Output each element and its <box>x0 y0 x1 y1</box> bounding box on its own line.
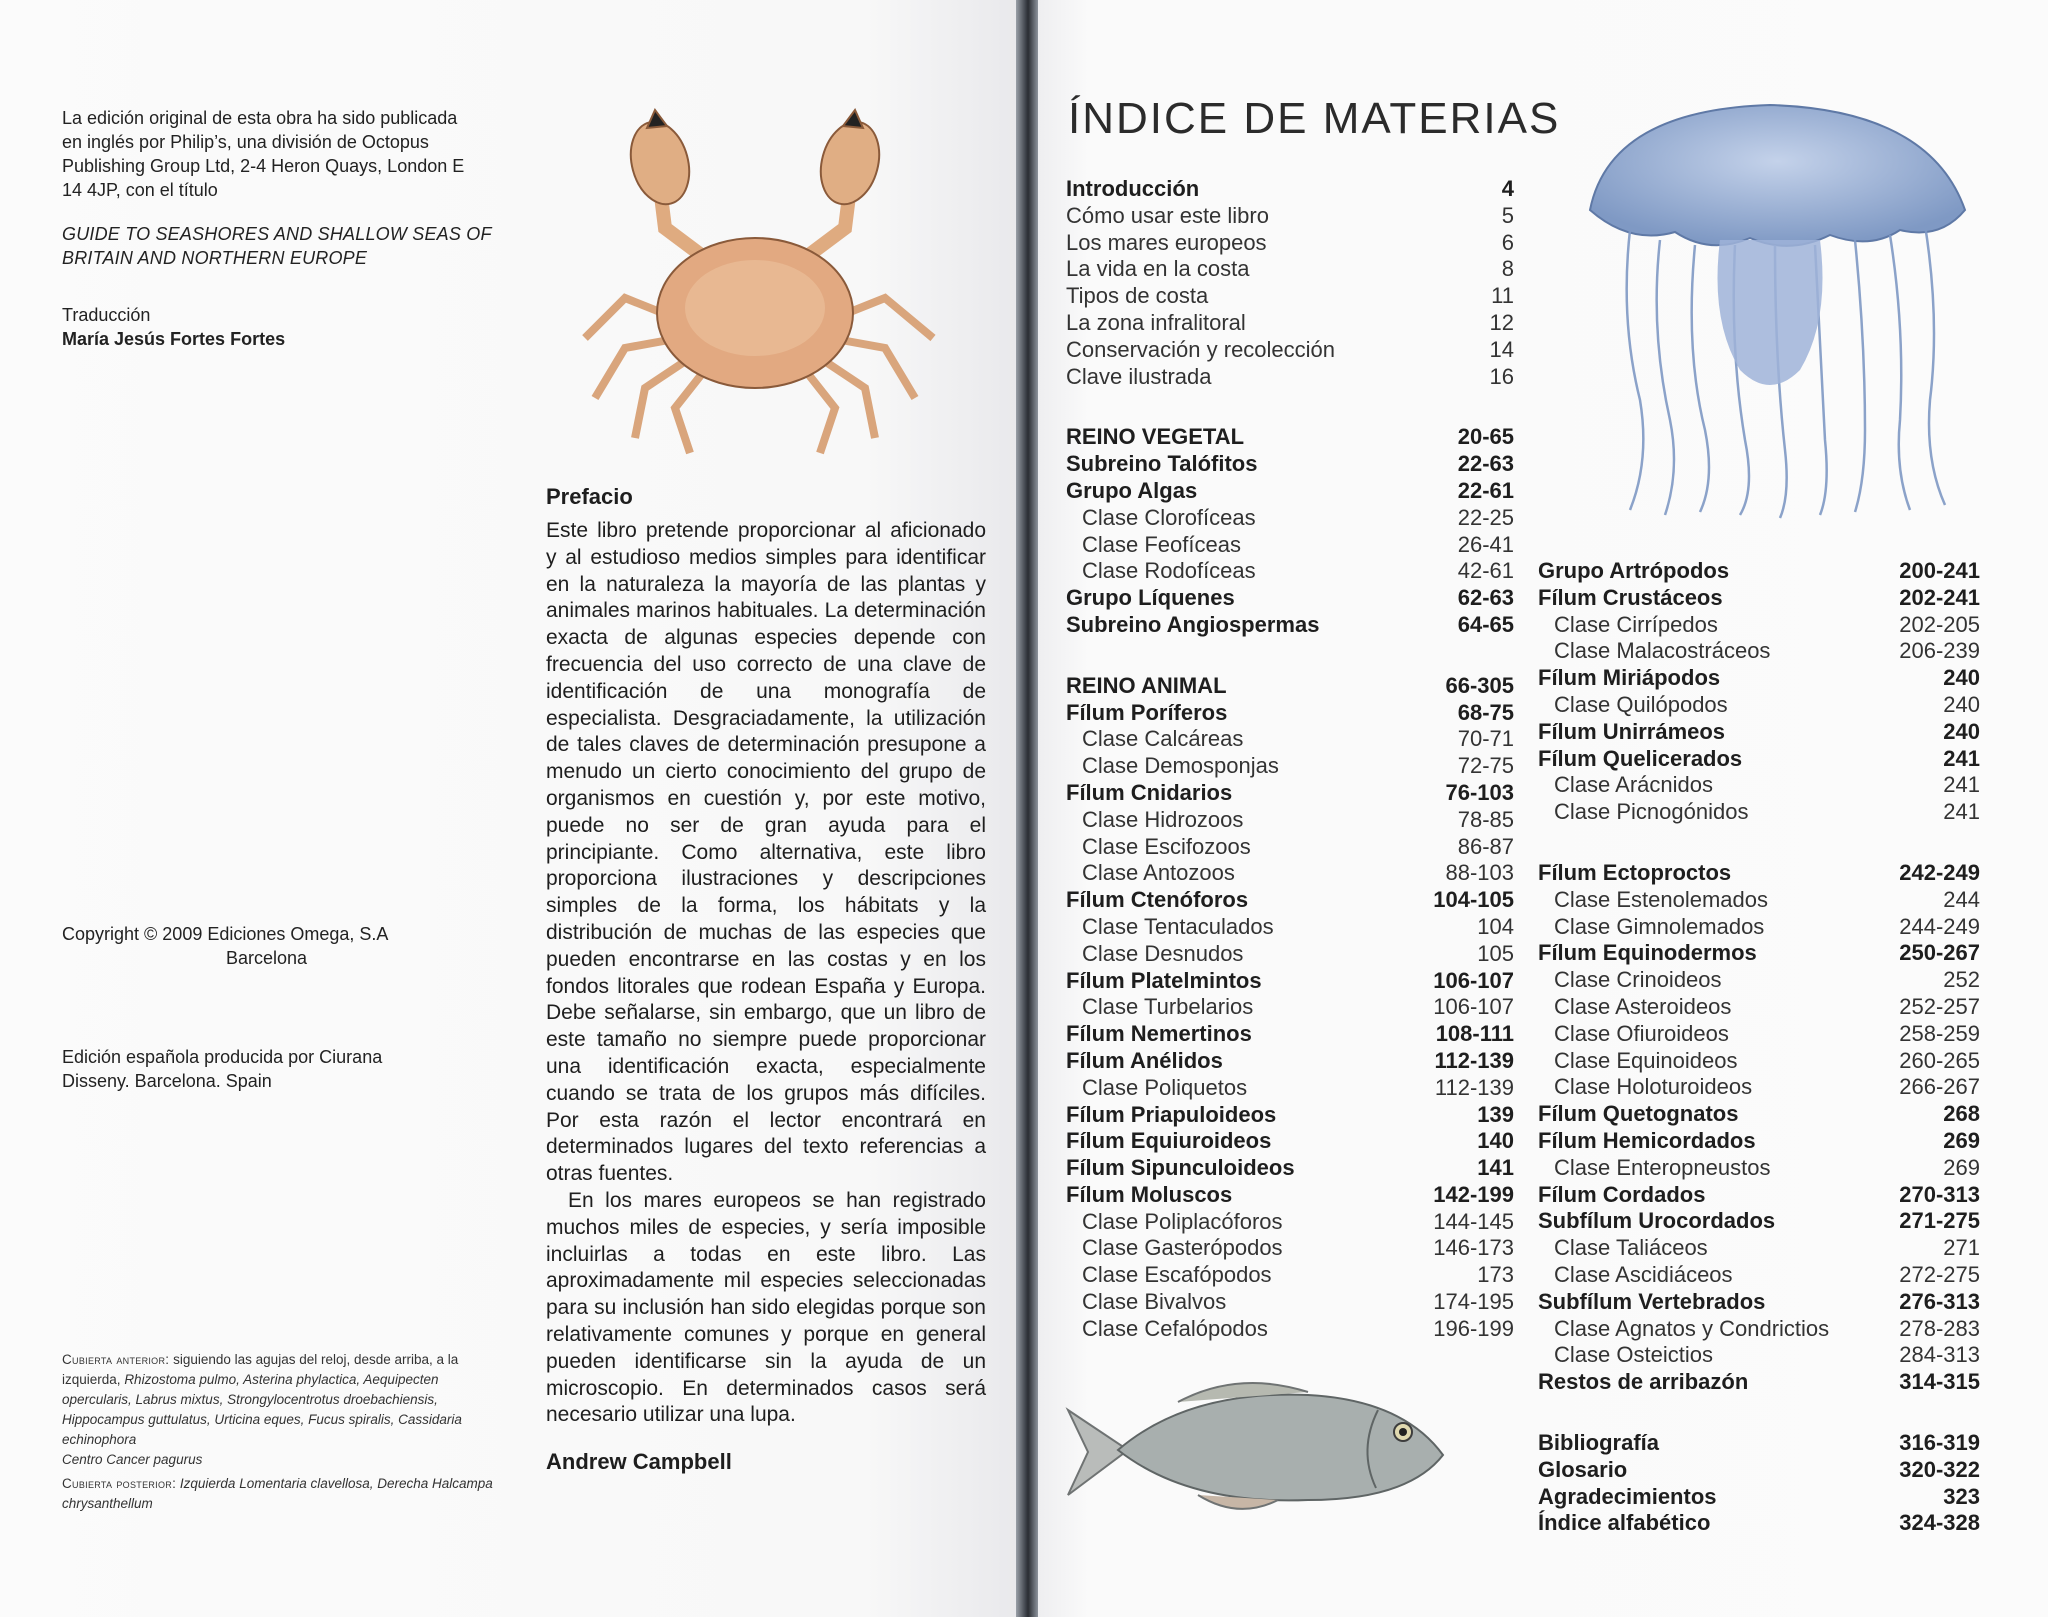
toc-entry-clase-feoficeas <box>1066 532 1514 559</box>
cover-back-label: Cubierta posterior: <box>62 1476 177 1491</box>
toc-entry-clase-ascidiaceos <box>1538 1262 1980 1289</box>
toc-entry-page: 64-65 <box>1457 611 1514 637</box>
toc-entry-page: 5 <box>1501 202 1514 228</box>
toc-entry-label: Clase Escafópodos <box>1082 1262 1272 1288</box>
toc-entry-page: 258-259 <box>1899 1020 1980 1046</box>
toc-entry-page: 244 <box>1943 886 1980 912</box>
toc-entry-filum-cordados <box>1538 1182 1980 1209</box>
toc-entry-label: REINO VEGETAL <box>1066 424 1245 450</box>
toc-entry-label: Clase Agnatos y Condrictios <box>1554 1315 1830 1341</box>
toc-entry-agradecimientos <box>1538 1484 1980 1511</box>
cover-front-center: Centro Cancer pagurus <box>62 1452 203 1467</box>
cover-front-text: siguiendo las agujas del reloj, desde arriba, a la izquierda, <box>62 1352 459 1387</box>
toc-spacer <box>1066 390 1514 424</box>
toc-entry-filum-equiuroideos <box>1066 1128 1514 1155</box>
original-title: GUIDE TO SEASHORES AND SHALLOW SEAS OF BRITAIN AND NORTHERN EUROPE <box>62 224 492 268</box>
toc-entry-page: 252-257 <box>1899 993 1980 1019</box>
toc-entry-page: 139 <box>1477 1101 1514 1127</box>
toc-entry-clase-gasteropodos <box>1066 1235 1514 1262</box>
toc-entry-clase-crinoideos <box>1538 967 1980 994</box>
toc-entry-filum-moluscos <box>1066 1182 1514 1209</box>
edition-note <box>62 106 482 202</box>
toc-entry-page: 26-41 <box>1457 531 1514 557</box>
toc-entry-label: Clase Ofiuroideos <box>1554 1020 1729 1046</box>
toc-entry-page: 173 <box>1477 1262 1514 1288</box>
toc-entry-page: 269 <box>1943 1127 1980 1153</box>
toc-entry-label: Restos de arribazón <box>1538 1369 1749 1395</box>
toc-entry-label: Grupo Algas <box>1066 477 1198 503</box>
toc-entry-page: 16 <box>1489 363 1514 389</box>
toc-entry-page: 240 <box>1943 718 1980 744</box>
toc-entry-label: Conservación y recolección <box>1066 336 1336 362</box>
toc-entry-filum-crustaceos <box>1538 585 1980 612</box>
toc-entry-page: 106-107 <box>1433 967 1514 993</box>
toc-entry-label: Clase Escifozoos <box>1082 833 1251 859</box>
toc-entry-clase-asteroideos <box>1538 994 1980 1021</box>
toc-entry-label: Agradecimientos <box>1538 1483 1717 1509</box>
toc-entry-clase-poliplacoforos <box>1066 1209 1514 1236</box>
toc-entry-label: REINO ANIMAL <box>1066 672 1227 698</box>
cover-back-text: Izquierda Lomentaria clavellosa, Derecha Halcampa chrysanthellum <box>62 1476 493 1511</box>
toc-entry-label: Subreino Talófitos <box>1066 451 1258 477</box>
toc-entry-page: 142-199 <box>1433 1181 1514 1207</box>
toc-entry-clase-escafopodos <box>1066 1262 1514 1289</box>
toc-entry-page: 284-313 <box>1899 1342 1980 1368</box>
toc-entry-page: 4 <box>1501 176 1514 201</box>
toc-entry-conservacion-y-recoleccion <box>1066 337 1514 364</box>
toc-entry-label: Clase Feofíceas <box>1082 531 1241 557</box>
toc-entry-filum-quetognatos <box>1538 1101 1980 1128</box>
preface-paragraph-2: En los mares europeos se han registrado muchos miles de especies, y sería imposible incluirlas a todas en este libro. Las aproximadamente mil especies seleccionadas para su inclusión han sido elegidas porque son relativamente comunes y porque en general pueden identificarse sin la ayuda de un microscopio. En determinados casos será necesario utilizar una lupa. <box>546 1188 986 1427</box>
toc-entry-subreino-angiospermas <box>1066 612 1514 639</box>
toc-entry-grupo-liquenes <box>1066 585 1514 612</box>
toc-entry-label: Clase Demosponjas <box>1082 753 1279 779</box>
toc-entry-page: 86-87 <box>1457 833 1514 859</box>
toc-entry-indice-alfabetico <box>1538 1510 1980 1537</box>
toc-entry-page: 324-328 <box>1899 1510 1980 1536</box>
toc-entry-page: 206-239 <box>1899 638 1980 664</box>
toc-spacer <box>1538 1396 1980 1430</box>
toc-entry-page: 276-313 <box>1899 1288 1980 1314</box>
toc-entry-label: Fílum Moluscos <box>1066 1181 1233 1207</box>
toc-entry-page: 104 <box>1477 913 1514 939</box>
toc-entry-clase-aracnidos <box>1538 772 1980 799</box>
toc-entry-filum-hemicordados <box>1538 1128 1980 1155</box>
toc-entry-clase-poliquetos <box>1066 1075 1514 1102</box>
toc-entry-label: Clase Malacostráceos <box>1554 638 1771 664</box>
preface-paragraph-1: Este libro pretende proporcionar al aficionado y al estudioso medios simples para identificar en la naturaleza la mayoría de las plantas y animales marinos habituales. La determinación exacta de algunas especies depende con frecuencia del uso correcto de una clave de identificación de una monografía de especialista. Desgraciadamente, la utilización de tales claves de determinación presupone a menudo un cierto conocimiento del grupo de organismos en cuestión y, por este motivo, puede no ser de gran ayuda para el principiante. Como alternativa, este libro proporciona ilustraciones y descripciones simples de la forma, los hábitats y la distribución de muchas de las especies que pueden encontrarse en las costas y en los fondos litorales que rodean España y Europa. Debe señalarse, sin embargo, que un libro de este tamaño no siempre puede proporcionar una identificación exacta, especialmente cuando se trata de los grupos más difíciles. Por esta razón el lector encontrará en determinados lugares del texto referencias a otras fuentes. <box>546 519 986 1186</box>
toc-entry-filum-sipunculoideos <box>1066 1155 1514 1182</box>
toc-entry-clase-desnudos <box>1066 941 1514 968</box>
toc-entry-label: Grupo Artrópodos <box>1538 558 1730 583</box>
toc-entry-page: 316-319 <box>1899 1429 1980 1455</box>
toc-entry-page: 88-103 <box>1445 860 1514 886</box>
toc-entry-restos-de-arribazon <box>1538 1369 1980 1396</box>
toc-entry-page: 144-145 <box>1433 1208 1514 1234</box>
toc-entry-clase-tentaculados <box>1066 914 1514 941</box>
toc-entry-label: Clase Gasterópodos <box>1082 1235 1283 1261</box>
toc-entry-label: Clase Poliplacóforos <box>1082 1208 1283 1234</box>
toc-entry-page: 320-322 <box>1899 1456 1980 1482</box>
toc-entry-grupo-artropodos <box>1538 558 1980 585</box>
toc-entry-clase-escifozoos <box>1066 834 1514 861</box>
toc-entry-label: Clase Taliáceos <box>1554 1235 1708 1261</box>
toc-title: ÍNDICE DE MATERIAS <box>1068 94 1561 143</box>
cover-back <box>62 1474 510 1514</box>
toc-spacer <box>1066 639 1514 673</box>
toc-entry-clave-ilustrada <box>1066 364 1514 391</box>
toc-entry-label: Fílum Ectoproctos <box>1538 859 1732 885</box>
toc-entry-clase-taliaceos <box>1538 1235 1980 1262</box>
toc-entry-page: 314-315 <box>1899 1369 1980 1395</box>
toc-entry-label: Clase Asteroideos <box>1554 993 1732 1019</box>
toc-entry-clase-quilopodos <box>1538 692 1980 719</box>
toc-entry-la-zona-infralitoral <box>1066 310 1514 337</box>
toc-entry-page: 200-241 <box>1899 558 1980 583</box>
toc-entry-label: Índice alfabético <box>1538 1510 1711 1536</box>
toc-entry-page: 278-283 <box>1899 1315 1980 1341</box>
translator-name: María Jesús Fortes Fortes <box>62 329 286 349</box>
toc-entry-page: 78-85 <box>1457 806 1514 832</box>
toc-entry-clase-bivalvos <box>1066 1289 1514 1316</box>
toc-entry-page: 260-265 <box>1899 1047 1980 1073</box>
toc-entry-label: Clase Rodofíceas <box>1082 558 1256 584</box>
toc-entry-page: 268 <box>1943 1101 1980 1127</box>
toc-entry-label: Fílum Priapuloideos <box>1066 1101 1277 1127</box>
toc-entry-label: Clase Picnogónidos <box>1554 799 1749 825</box>
toc-entry-page: 70-71 <box>1457 726 1514 752</box>
cover-credits <box>62 1350 510 1514</box>
toc-entry-label: Fílum Equinodermos <box>1538 940 1757 966</box>
toc-entry-label: Clase Bivalvos <box>1082 1289 1227 1315</box>
translation-block <box>62 303 502 351</box>
toc-entry-los-mares-europeos <box>1066 230 1514 257</box>
toc-entry-page: 76-103 <box>1445 779 1514 805</box>
toc-entry-filum-quelicerados <box>1538 746 1980 773</box>
toc-entry-clase-picnogonidos <box>1538 799 1980 826</box>
toc-entry-label: Fílum Platelmintos <box>1066 967 1262 993</box>
toc-entry-page: 269 <box>1943 1154 1980 1180</box>
toc-entry-bibliografia <box>1538 1430 1980 1457</box>
toc-entry-label: Subfílum Urocordados <box>1538 1208 1776 1234</box>
toc-entry-label: Clase Cefalópodos <box>1082 1315 1268 1341</box>
toc-entry-filum-priapuloideos <box>1066 1102 1514 1129</box>
toc-entry-page: 241 <box>1943 772 1980 798</box>
toc-entry-label: Clase Calcáreas <box>1082 726 1244 752</box>
translation-label: Traducción <box>62 305 151 325</box>
toc-entry-label: Fílum Sipunculoideos <box>1066 1155 1295 1181</box>
left-page <box>0 0 1016 1617</box>
toc-entry-page: 112-139 <box>1434 1074 1514 1100</box>
toc-entry-filum-ectoproctos <box>1538 860 1980 887</box>
book-spine <box>1016 0 1038 1617</box>
toc-entry-label: Tipos de costa <box>1066 283 1209 309</box>
toc-entry-label: Fílum Cordados <box>1538 1181 1706 1207</box>
toc-entry-page: 11 <box>1491 283 1514 309</box>
toc-entry-clase-gimnolemados <box>1538 914 1980 941</box>
toc-entry-label: Fílum Ctenóforos <box>1066 887 1249 913</box>
toc-entry-label: Clase Hidrozoos <box>1082 806 1244 832</box>
toc-entry-clase-cloroficeas <box>1066 505 1514 532</box>
toc-entry-page: 270-313 <box>1899 1181 1980 1207</box>
toc-entry-clase-osteictios <box>1538 1342 1980 1369</box>
copyright-city: Barcelona <box>226 948 308 968</box>
toc-entry-label: Fílum Cnidarios <box>1066 779 1233 805</box>
toc-entry-clase-cefalopodos <box>1066 1316 1514 1343</box>
toc-entry-label: Los mares europeos <box>1066 229 1267 255</box>
toc-entry-filum-anelidos <box>1066 1048 1514 1075</box>
toc-entry-page: 112-139 <box>1434 1047 1514 1073</box>
toc-entry-page: 42-61 <box>1457 558 1514 584</box>
preface <box>546 484 986 1475</box>
toc-entry-filum-cnidarios <box>1066 780 1514 807</box>
toc-entry-clase-antozoos <box>1066 860 1514 887</box>
toc-entry-label: La zona infralitoral <box>1066 309 1246 335</box>
toc-entry-page: 202-241 <box>1899 584 1980 610</box>
toc-entry-clase-holoturoideos <box>1538 1074 1980 1101</box>
toc-entry-clase-equinoideos <box>1538 1048 1980 1075</box>
toc-entry-grupo-algas <box>1066 478 1514 505</box>
toc-entry-page: 22-61 <box>1457 477 1514 503</box>
preface-title: Prefacio <box>546 484 633 509</box>
toc-entry-clase-calcareas <box>1066 726 1514 753</box>
toc-entry-label: Clase Gimnolemados <box>1554 913 1765 939</box>
toc-entry-page: 8 <box>1501 256 1514 282</box>
toc-entry-label: Clase Tentaculados <box>1082 913 1274 939</box>
toc-entry-label: Clase Turbelarios <box>1082 994 1254 1020</box>
toc-entry-page: 244-249 <box>1899 913 1980 939</box>
toc-entry-page: 140 <box>1477 1128 1514 1154</box>
toc-entry-label: Subreino Angiospermas <box>1066 611 1320 637</box>
jellyfish-illustration <box>1570 100 1990 520</box>
toc-entry-label: Clase Poliquetos <box>1082 1074 1248 1100</box>
toc-entry-label: Clave ilustrada <box>1066 363 1212 389</box>
toc-entry-page: 12 <box>1489 309 1514 335</box>
toc-entry-glosario <box>1538 1457 1980 1484</box>
toc-spacer <box>1538 826 1980 860</box>
cover-front-label: Cubierta anterior: <box>62 1352 170 1367</box>
toc-entry-filum-nemertinos <box>1066 1021 1514 1048</box>
toc-entry-tipos-de-costa <box>1066 283 1514 310</box>
intro-text: La edición original de esta obra ha sido publicada en inglés por Philip’s, una división de Octopus Publishing Group Ltd, 2-4 Heron Quays, London E 14 4JP, con el título <box>62 108 465 200</box>
cover-front <box>62 1350 510 1450</box>
toc-entry-label: Clase Holoturoideos <box>1554 1074 1753 1100</box>
toc-entry-filum-unirrameos <box>1538 719 1980 746</box>
toc-entry-clase-malacostraceos <box>1538 638 1980 665</box>
toc-column-left <box>1066 176 1514 1343</box>
toc-entry-page: 241 <box>1943 745 1980 771</box>
toc-entry-page: 14 <box>1489 336 1514 362</box>
toc-entry-subfilum-urocordados <box>1538 1208 1980 1235</box>
toc-entry-page: 250-267 <box>1899 940 1980 966</box>
toc-entry-label: Fílum Unirrámeos <box>1538 718 1726 744</box>
toc-entry-page: 196-199 <box>1433 1315 1514 1341</box>
toc-entry-label: Clase Arácnidos <box>1554 772 1713 798</box>
toc-entry-page: 22-63 <box>1457 451 1514 477</box>
toc-entry-filum-ctenoforos <box>1066 887 1514 914</box>
toc-column-right <box>1538 558 1980 1537</box>
toc-entry-page: 62-63 <box>1457 585 1514 611</box>
toc-entry-label: Fílum Quelicerados <box>1538 745 1743 771</box>
toc-entry-label: Fílum Poríferos <box>1066 699 1228 725</box>
toc-entry-label: Clase Equinoideos <box>1554 1047 1738 1073</box>
toc-entry-label: Clase Osteictios <box>1554 1342 1713 1368</box>
toc-entry-page: 68-75 <box>1457 699 1514 725</box>
toc-entry-clase-turbelarios <box>1066 994 1514 1021</box>
toc-entry-page: 6 <box>1501 229 1514 255</box>
toc-entry-page: 266-267 <box>1899 1074 1980 1100</box>
toc-entry-page: 174-195 <box>1433 1289 1514 1315</box>
toc-entry-page: 20-65 <box>1457 424 1514 450</box>
toc-entry-reino-vegetal <box>1066 424 1514 451</box>
toc-entry-subfilum-vertebrados <box>1538 1289 1980 1316</box>
toc-entry-label: Fílum Nemertinos <box>1066 1021 1252 1047</box>
toc-entry-page: 242-249 <box>1899 859 1980 885</box>
toc-entry-page: 272-275 <box>1899 1261 1980 1287</box>
toc-entry-label: Clase Estenolemados <box>1554 886 1769 912</box>
toc-entry-label: Fílum Anélidos <box>1066 1047 1223 1073</box>
toc-entry-page: 252 <box>1943 967 1980 993</box>
toc-entry-page: 141 <box>1477 1155 1514 1181</box>
toc-entry-label: La vida en la costa <box>1066 256 1250 282</box>
toc-entry-label: Clase Ascidiáceos <box>1554 1261 1733 1287</box>
toc-entry-clase-demosponjas <box>1066 753 1514 780</box>
toc-entry-page: 240 <box>1943 691 1980 717</box>
toc-entry-filum-equinodermos <box>1538 940 1980 967</box>
copyright-line: Copyright © 2009 Ediciones Omega, S.A <box>62 924 389 944</box>
toc-entry-page: 146-173 <box>1433 1235 1514 1261</box>
preface-author: Andrew Campbell <box>546 1449 732 1475</box>
toc-entry-label: Clase Clorofíceas <box>1082 504 1256 530</box>
toc-entry-clase-cirripedos <box>1538 612 1980 639</box>
toc-entry-page: 202-205 <box>1899 611 1980 637</box>
toc-entry-page: 240 <box>1943 665 1980 691</box>
toc-entry-label: Fílum Equiuroideos <box>1066 1128 1272 1154</box>
toc-entry-label: Clase Quilópodos <box>1554 691 1728 717</box>
toc-entry-clase-estenolemados <box>1538 887 1980 914</box>
toc-entry-page: 66-305 <box>1445 672 1514 698</box>
toc-entry-page: 106-107 <box>1433 994 1514 1020</box>
toc-entry-page: 104-105 <box>1433 887 1514 913</box>
toc-entry-label: Introducción <box>1066 176 1200 201</box>
toc-entry-label: Fílum Crustáceos <box>1538 584 1723 610</box>
toc-entry-clase-enteropneustos <box>1538 1155 1980 1182</box>
toc-entry-page: 271 <box>1943 1235 1980 1261</box>
fish-illustration <box>1058 1370 1458 1530</box>
toc-entry-label: Fílum Quetognatos <box>1538 1101 1739 1127</box>
cover-front-species: Rhizostoma pulmo, Asterina phylactica, Aequipecten opercularis, Labrus mixtus, Strongylocentrotus droebachiensis, Hippocampus guttulatus, Urticina eques, Fucus spiralis, Cassidaria echinophora <box>62 1372 462 1447</box>
toc-entry-clase-hidrozoos <box>1066 807 1514 834</box>
toc-entry-label: Clase Antozoos <box>1082 860 1235 886</box>
toc-entry-label: Glosario <box>1538 1456 1628 1482</box>
toc-entry-clase-rodoficeas <box>1066 558 1514 585</box>
toc-entry-label: Fílum Miriápodos <box>1538 665 1721 691</box>
toc-entry-label: Fílum Hemicordados <box>1538 1127 1756 1153</box>
toc-entry-page: 241 <box>1943 799 1980 825</box>
toc-entry-label: Grupo Líquenes <box>1066 585 1235 611</box>
toc-entry-label: Clase Cirrípedos <box>1554 611 1718 637</box>
toc-entry-introduccion <box>1066 176 1514 203</box>
copyright-block <box>62 922 462 970</box>
production-note: Edición española producida por Ciurana Disseny. Barcelona. Spain <box>62 1047 383 1091</box>
toc-entry-page: 323 <box>1943 1483 1980 1509</box>
toc-entry-label: Cómo usar este libro <box>1066 202 1269 228</box>
toc-entry-reino-animal <box>1066 673 1514 700</box>
toc-entry-clase-ofiuroideos <box>1538 1021 1980 1048</box>
toc-entry-page: 22-25 <box>1457 504 1514 530</box>
toc-entry-page: 271-275 <box>1899 1208 1980 1234</box>
toc-entry-label: Clase Enteropneustos <box>1554 1154 1771 1180</box>
toc-entry-page: 108-111 <box>1435 1021 1514 1047</box>
toc-entry-como-usar-este-libro <box>1066 203 1514 230</box>
toc-entry-la-vida-en-la-costa <box>1066 256 1514 283</box>
toc-entry-page: 72-75 <box>1457 753 1514 779</box>
toc-entry-label: Subfílum Vertebrados <box>1538 1288 1766 1314</box>
toc-entry-page: 105 <box>1477 940 1514 966</box>
toc-entry-label: Bibliografía <box>1538 1429 1660 1455</box>
toc-entry-filum-platelmintos <box>1066 968 1514 995</box>
toc-entry-filum-miriapodos <box>1538 665 1980 692</box>
toc-entry-subreino-talofitos <box>1066 451 1514 478</box>
toc-entry-label: Clase Desnudos <box>1082 940 1244 966</box>
toc-entry-filum-poriferos <box>1066 700 1514 727</box>
crab-illustration <box>555 108 955 468</box>
toc-entry-clase-agnatos-y-condrictios <box>1538 1316 1980 1343</box>
toc-entry-label: Clase Crinoideos <box>1554 967 1722 993</box>
